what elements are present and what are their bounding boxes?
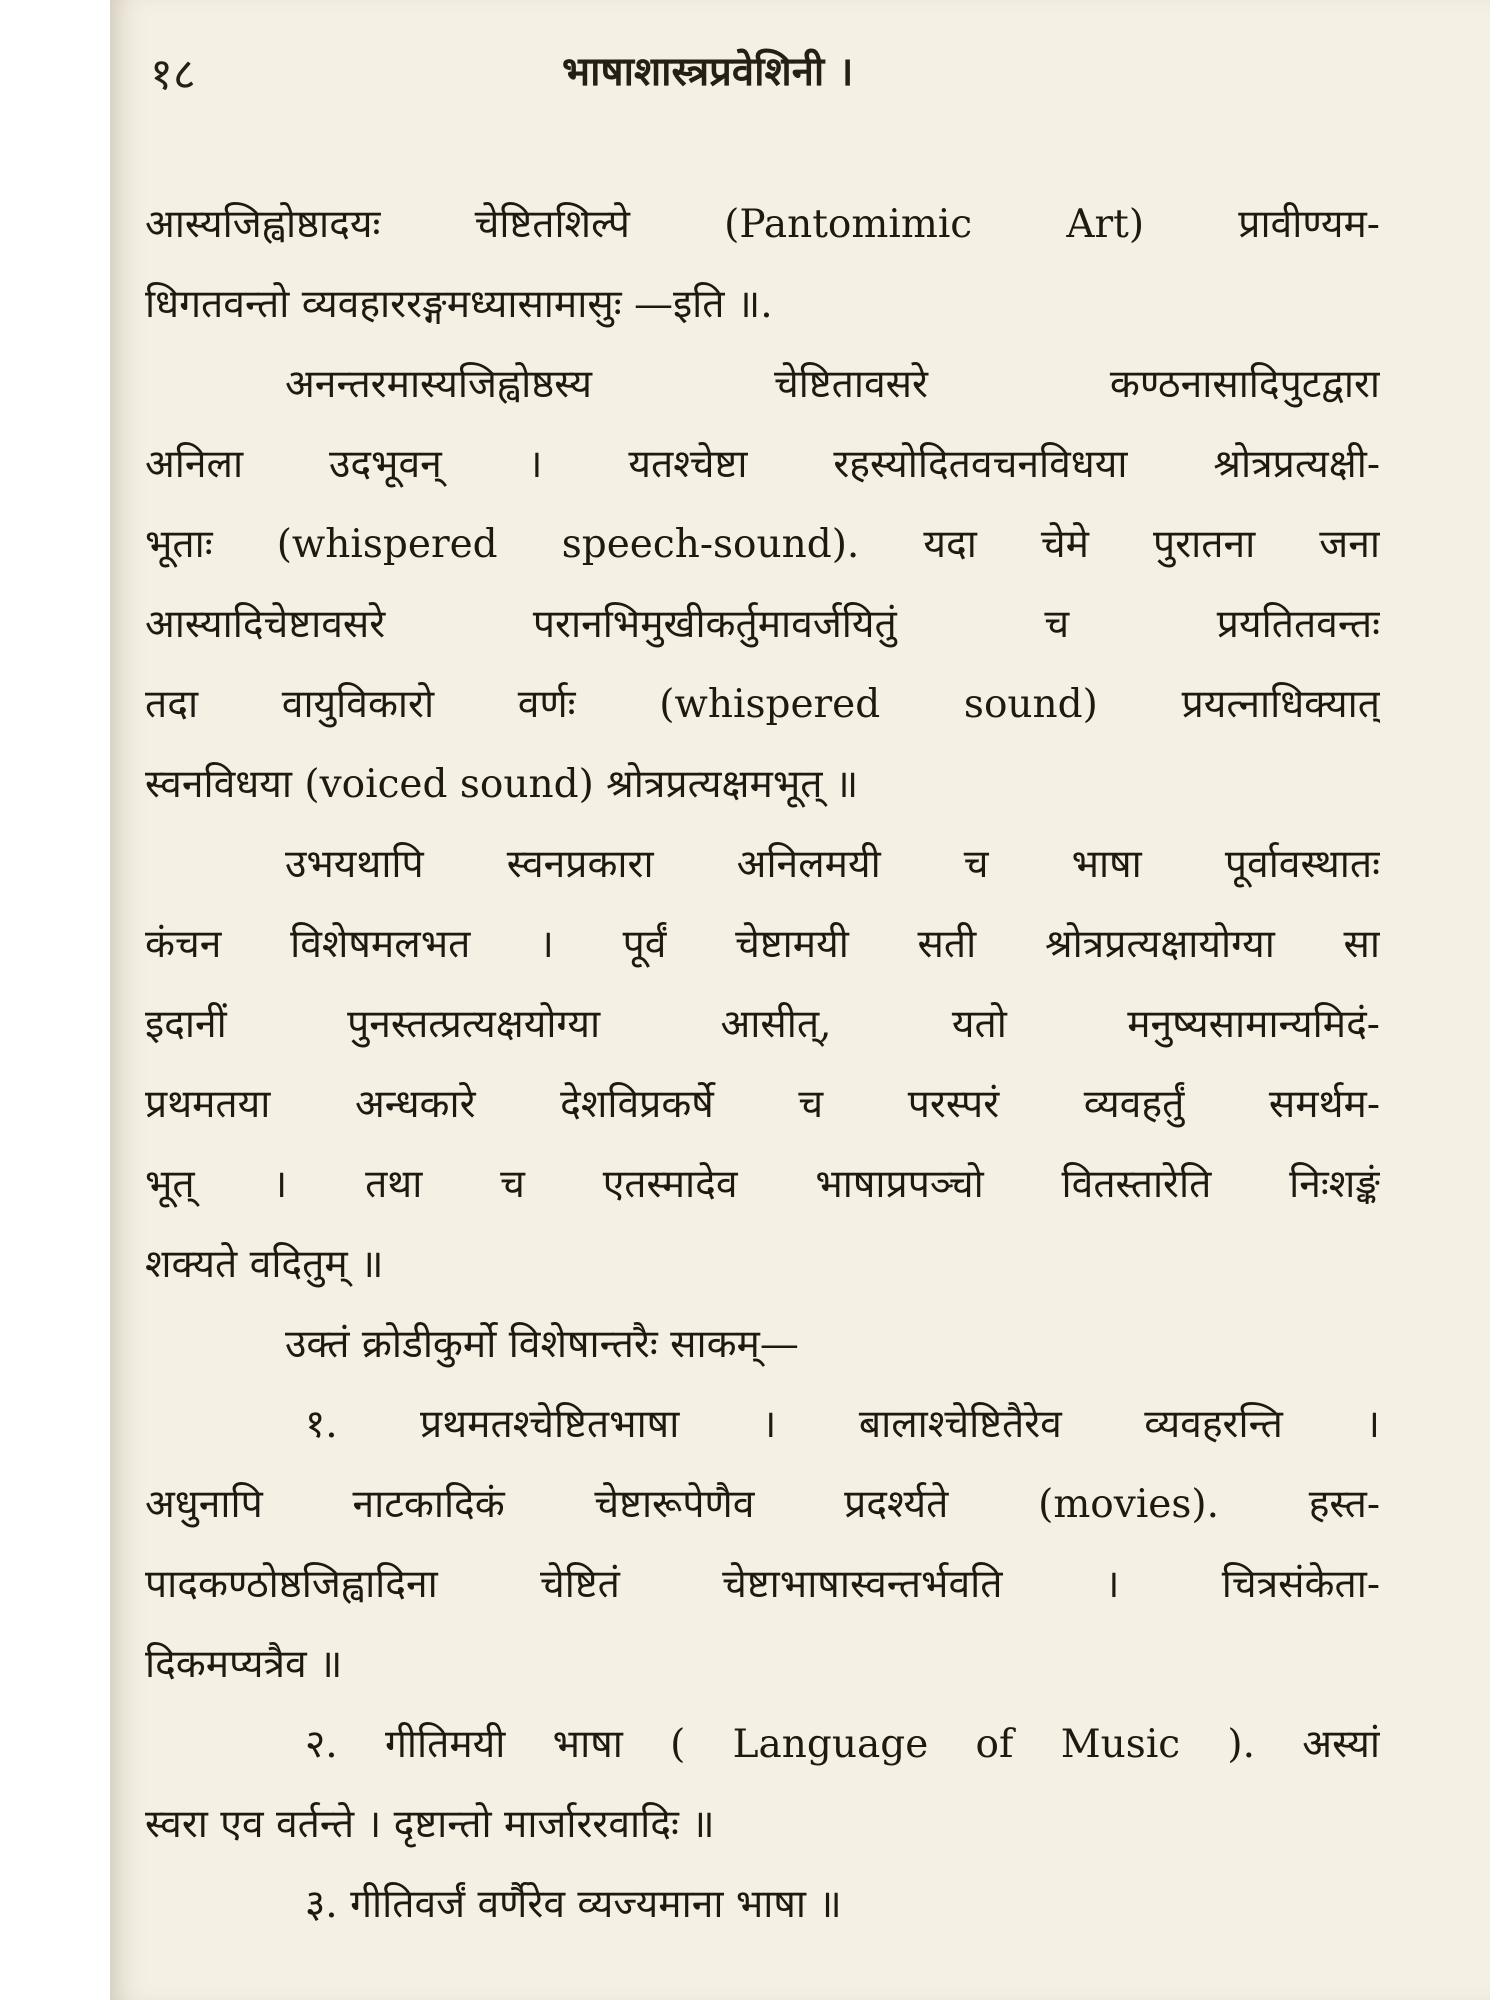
text-line: उभयथापि स्वनप्रकारा अनिलमयी च भाषा पूर्वावस्थातः [285,842,1380,887]
text-line: कंचन विशेषमलभत । पूर्वं चेष्टामयी सती श्रोत्रप्रत्यक्षायोग्या सा [145,922,1380,967]
text-line: भूत् । तथा च एतस्मादेव भाषाप्रपञ्चो वितस्तारेति निःशङ्कं [145,1162,1380,1207]
page-header [150,42,1380,112]
text-line: आस्यादिचेष्टावसरे परानभिमुखीकर्तुमावर्जयितुं च प्रयतितवन्तः [145,602,1380,647]
text-line: आस्यजिह्वोष्ठादयः चेष्टितशिल्पे (Pantomimic Art) प्रावीण्यम- [145,202,1380,247]
text-line: अधुनापि नाटकादिकं चेष्टारूपेणैव प्रदर्श्यते (movies). हस्त- [145,1482,1380,1527]
text-line: इदानीं पुनस्तत्प्रत्यक्षयोग्या आसीत्, यतो मनुष्यसामान्यमिदं- [145,1002,1380,1047]
text-line: अनिला उदभूवन् । यतश्चेष्टा रहस्योदितवचनविधया श्रोत्रप्रत्यक्षी- [145,442,1380,487]
text-line: स्वरा एव वर्तन्ते । दृष्टान्तो मार्जाररवादिः ॥ [145,1802,715,1847]
text-line: अनन्तरमास्यजिह्वोष्ठस्य चेष्टितावसरे कण्ठनासादिपुटद्वारा [285,362,1380,407]
text-line: शक्यते वदितुम् ॥ [145,1242,384,1287]
text-line: धिगतवन्तो व्यवहाररङ्गमध्यासामासुः —इति ॥. [145,282,773,327]
text-line: उक्तं क्रोडीकुर्मो विशेषान्तरैः साकम्— [285,1322,799,1367]
text-line: १. प्रथमतश्चेष्टितभाषा । बालाश्चेष्टितैरेव व्यवहरन्ति । [305,1402,1380,1447]
page-number: १८ [150,49,196,100]
text-line: दिकमप्यत्रैव ॥ [145,1642,343,1687]
text-line: भूताः (whispered speech-sound). यदा चेमे पुरातना जना [145,522,1380,567]
text-line: प्रथमतया अन्धकारे देशविप्रकर्षे च परस्परं व्यवहर्तुं समर्थम- [145,1082,1380,1127]
text-line: पादकण्ठोष्ठजिह्वादिना चेष्टितं चेष्टाभाषास्वन्तर्भवति । चित्रसंकेता- [145,1562,1380,1607]
text-line: २. गीतिमयी भाषा ( Language of Music ). अस्यां [305,1722,1380,1767]
text-line: ३. गीतिवर्जं वर्णैरेव व्यज्यमाना भाषा ॥ [305,1882,842,1927]
text-line: स्वनविधया (voiced sound) श्रोत्रप्रत्यक्षमभूत् ॥ [145,762,859,807]
running-title: भाषाशास्त्रप्रवेशिनी । [562,48,854,95]
body-text [145,185,1380,1985]
text-line: तदा वायुविकारो वर्णः (whispered sound) प्रयत्नाधिक्यात् [145,682,1380,727]
